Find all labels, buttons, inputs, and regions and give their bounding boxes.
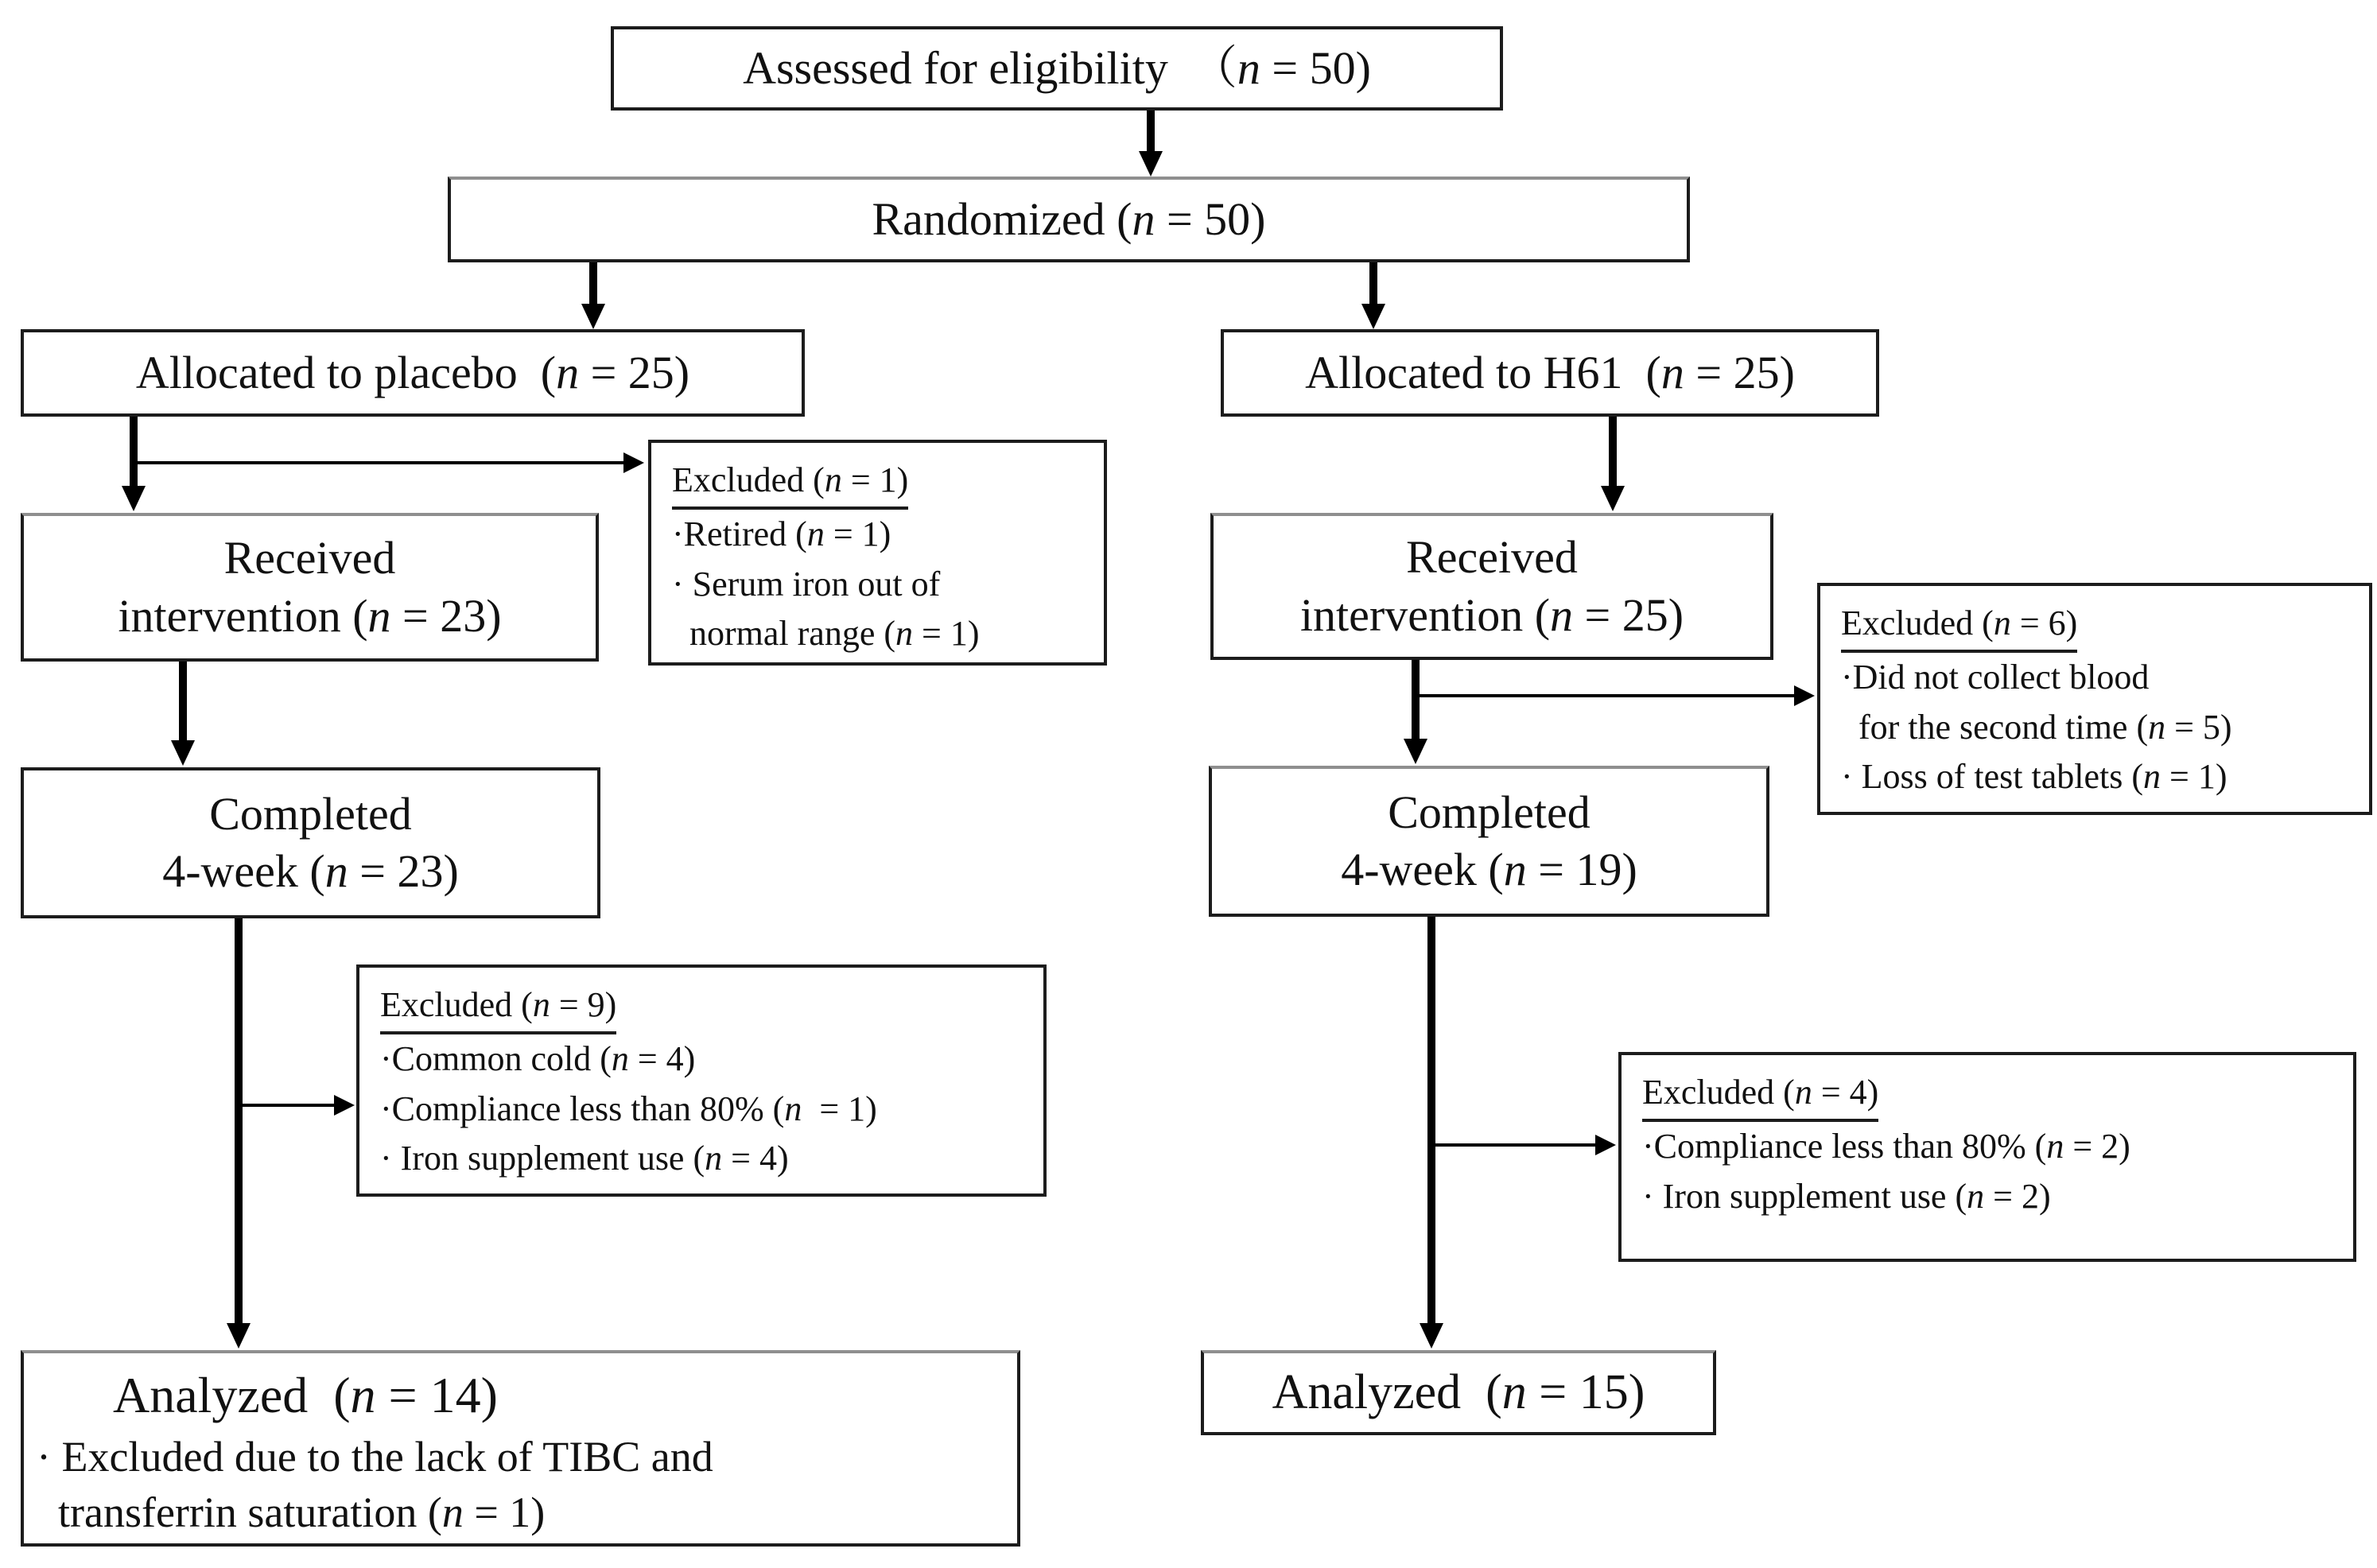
received-h61-line2: intervention (n = 25) xyxy=(1299,588,1684,641)
arrowhead-right-icon xyxy=(334,1095,355,1116)
excluded-heading: Excluded (n = 6) xyxy=(1841,599,2348,653)
arrowhead-down-icon xyxy=(227,1323,251,1349)
arrowhead-down-icon xyxy=(1361,304,1385,329)
arrow-randomized-to-placebo xyxy=(589,262,597,306)
excluded-item: · Iron supplement use (n = 4) xyxy=(380,1139,789,1178)
allocated-h61-label: Allocated to H61 (n = 25) xyxy=(1305,346,1795,398)
excluded-item: for the second time (n = 5) xyxy=(1841,707,2232,747)
arrowhead-down-icon xyxy=(581,304,605,329)
analyzed-h61-label: Analyzed (n = 15) xyxy=(1272,1364,1645,1419)
received-h61-line1: Received xyxy=(1406,531,1578,583)
arrowhead-right-icon xyxy=(1794,685,1815,706)
arrowhead-down-icon xyxy=(171,740,195,766)
excluded-heading: Excluded (n = 1) xyxy=(672,456,1083,510)
analyzed-placebo-item: transferrin saturation (n = 1) xyxy=(37,1488,546,1536)
arrow-placebo-to-excluded9 xyxy=(239,1104,336,1107)
analyzed-placebo-box xyxy=(21,1350,1020,1547)
completed-placebo-line2: 4-week (n = 23) xyxy=(162,845,459,897)
received-h61-box xyxy=(1210,513,1773,660)
analyzed-h61-box xyxy=(1201,1350,1716,1435)
arrowhead-down-icon xyxy=(1420,1323,1443,1349)
randomized-label: Randomized (n = 50) xyxy=(872,192,1266,245)
analyzed-placebo-heading: Analyzed (n = 14) xyxy=(113,1367,498,1423)
excluded-heading: Excluded (n = 4) xyxy=(1642,1068,2332,1122)
excluded-item: · Iron supplement use (n = 2) xyxy=(1642,1176,2051,1216)
completed-h61-line2: 4-week (n = 19) xyxy=(1341,844,1637,895)
arrow-h61-to-excluded6 xyxy=(1416,694,1796,697)
arrowhead-down-icon xyxy=(1601,486,1625,511)
completed-placebo-line1: Completed xyxy=(209,787,412,840)
completed-h61-line1: Completed xyxy=(1388,786,1590,838)
arrow-h61-allocated-to-received xyxy=(1609,417,1617,488)
arrow-placebo-completed-to-analyzed xyxy=(235,918,243,1326)
completed-h61-box xyxy=(1209,766,1769,917)
excluded-h61-intervention-box xyxy=(1817,583,2372,815)
allocated-h61-box xyxy=(1221,329,1879,417)
arrow-h61-received-to-completed xyxy=(1412,660,1420,741)
excluded-item: ·Did not collect blood xyxy=(1841,658,2150,697)
arrowhead-down-icon xyxy=(1404,739,1427,764)
arrow-randomized-to-h61 xyxy=(1369,262,1377,306)
excluded-h61-completion-box xyxy=(1618,1052,2356,1262)
allocated-placebo-label: Allocated to placebo (n = 25) xyxy=(135,346,690,398)
assessed-box xyxy=(611,26,1503,111)
received-placebo-line1: Received xyxy=(223,532,396,584)
excluded-item: ·Common cold (n = 4) xyxy=(380,1039,696,1079)
arrowhead-right-icon xyxy=(1595,1135,1616,1155)
completed-placebo-box xyxy=(21,767,600,918)
arrow-h61-to-excluded4 xyxy=(1431,1143,1597,1147)
excluded-item: · Serum iron out of xyxy=(672,564,941,604)
arrow-placebo-to-excluded1 xyxy=(134,461,623,464)
analyzed-placebo-item: · Excluded due to the lack of TIBC and xyxy=(37,1433,713,1481)
randomized-box xyxy=(448,177,1690,262)
excluded-heading: Excluded (n = 9) xyxy=(380,980,1023,1034)
excluded-item: ·Compliance less than 80% (n = 2) xyxy=(1642,1127,2130,1166)
arrow-placebo-allocated-to-received xyxy=(130,417,138,488)
arrowhead-down-icon xyxy=(122,486,146,511)
assessed-label: Assessed for eligibility （n = 50) xyxy=(743,41,1371,94)
arrowhead-right-icon xyxy=(623,452,644,473)
received-placebo-line2: intervention (n = 23) xyxy=(118,589,502,642)
received-placebo-box xyxy=(21,513,599,662)
allocated-placebo-box xyxy=(21,329,805,417)
excluded-placebo-completion-box xyxy=(356,964,1047,1197)
excluded-placebo-allocation-box xyxy=(648,440,1107,666)
excluded-item: ·Retired (n = 1) xyxy=(672,514,891,554)
arrow-assessed-to-randomized xyxy=(1147,111,1155,154)
excluded-item: ·Compliance less than 80% (n = 1) xyxy=(380,1089,877,1128)
arrow-h61-completed-to-analyzed xyxy=(1427,917,1435,1326)
excluded-item: · Loss of test tablets (n = 1) xyxy=(1841,757,2227,797)
arrow-placebo-received-to-completed xyxy=(179,662,187,743)
arrowhead-down-icon xyxy=(1139,151,1163,177)
excluded-item: normal range (n = 1) xyxy=(672,614,980,654)
